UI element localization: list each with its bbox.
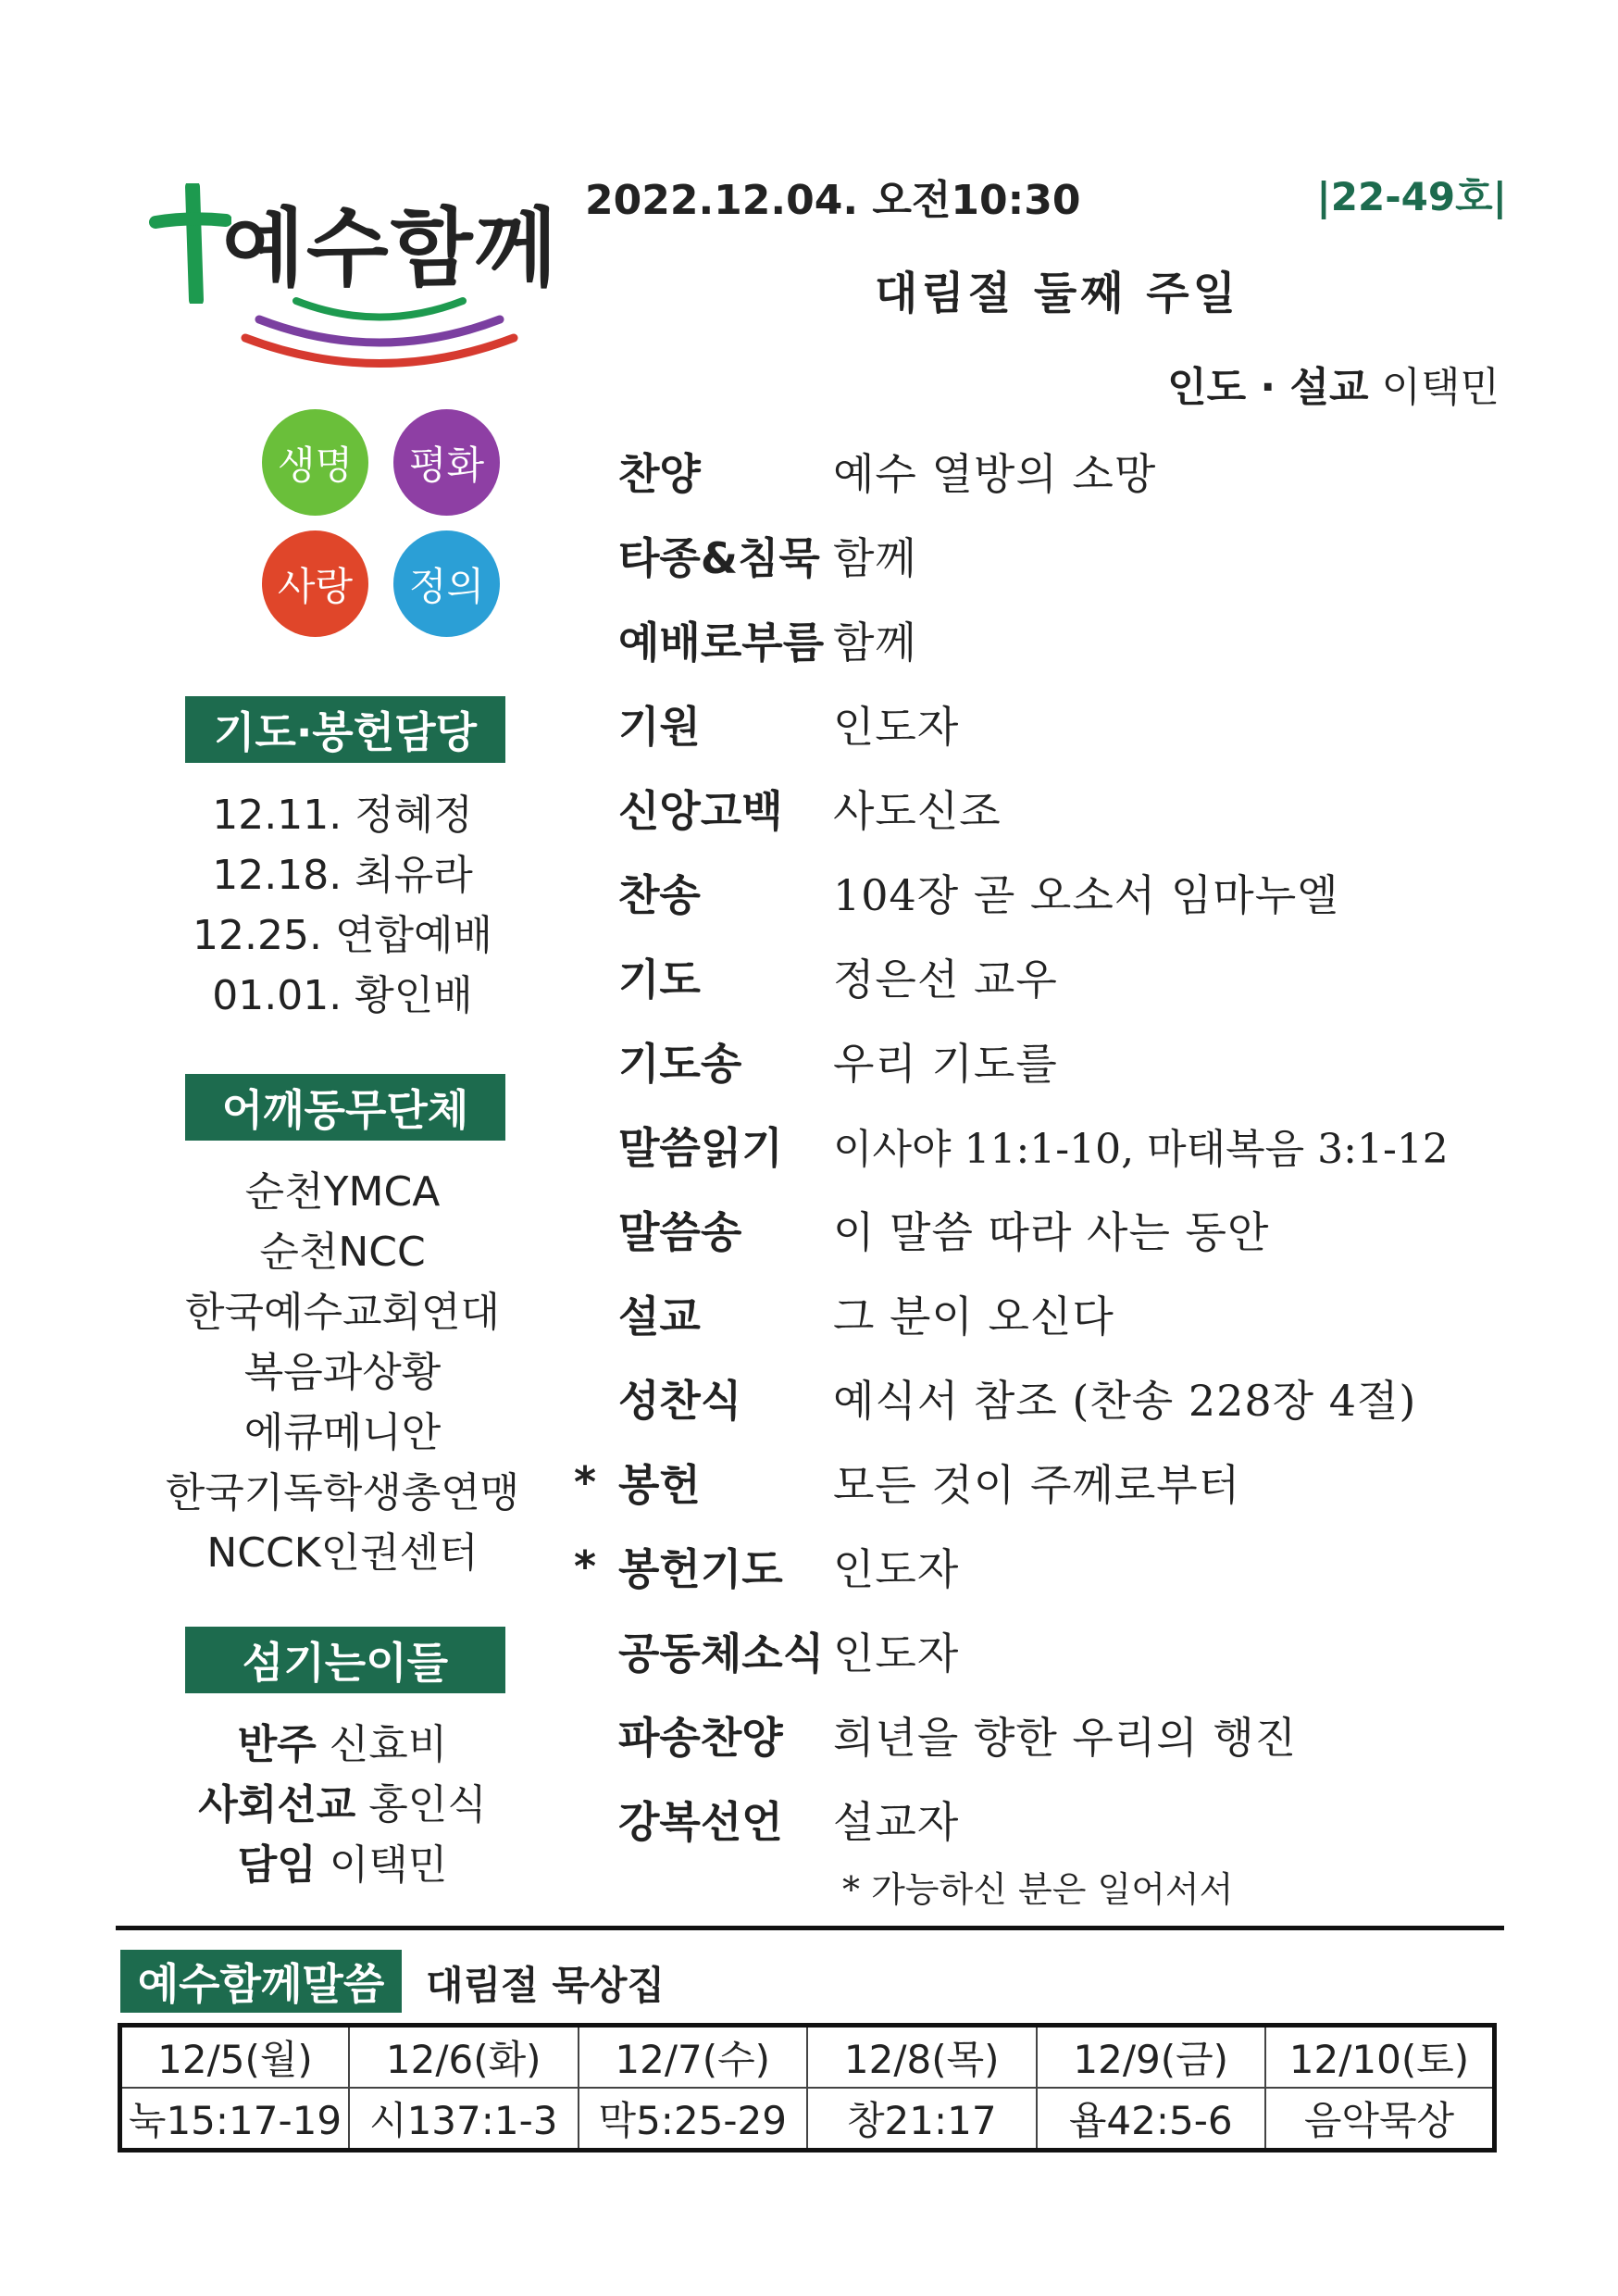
order-row — [574, 429, 1509, 513]
list-item — [148, 1775, 537, 1835]
prayer-duty-heading: 기도·봉헌담당 — [185, 696, 505, 763]
devotional-subtitle: 대림절 묵상집 — [426, 1963, 666, 2008]
list-item: NCCK인권센터 — [206, 1529, 479, 1577]
order-item: 타종&침묵 — [618, 532, 820, 583]
table-row — [120, 2088, 1495, 2151]
table-cell-reading: 시137:1-3 — [349, 2088, 579, 2151]
list-item — [148, 1835, 537, 1895]
order-content: 인도자 — [833, 1543, 960, 1594]
order-content: 함께 — [833, 532, 917, 583]
table-cell-day: 12/5(월) — [120, 2026, 350, 2089]
order-row — [574, 1692, 1509, 1777]
person-name: 신효비 — [329, 1721, 448, 1768]
cross-icon — [148, 183, 231, 304]
table-cell-day: 12/8(목) — [807, 2026, 1037, 2089]
order-of-worship — [574, 429, 1509, 1861]
order-content: 이 말씀 따라 사는 동안 — [833, 1206, 1270, 1257]
order-row — [574, 1608, 1509, 1692]
order-item: 말씀송 — [618, 1206, 742, 1257]
table-cell-reading: 음악묵상 — [1265, 2088, 1495, 2151]
table-cell-reading: 창21:17 — [807, 2088, 1037, 2151]
person-name: 이택민 — [329, 1841, 448, 1889]
circle-label: 사랑 — [277, 563, 354, 609]
order-content: 함께 — [833, 617, 917, 668]
table-cell-reading: 막5:25-29 — [579, 2088, 808, 2151]
circle-label: 정의 — [408, 563, 485, 609]
table-cell-day: 12/9(금) — [1037, 2026, 1266, 2089]
table-row — [120, 2026, 1495, 2089]
servants-heading: 섬기는이들 — [185, 1627, 505, 1693]
order-content: 인도자 — [833, 701, 960, 752]
table-cell-reading: 욥42:5-6 — [1037, 2088, 1266, 2151]
role-label: 반주 — [237, 1721, 317, 1768]
order-content: 예수 열방의 소망 — [833, 448, 1157, 499]
circle-label: 평화 — [408, 442, 485, 488]
order-item: 봉헌 — [618, 1459, 701, 1510]
order-item: 봉헌기도 — [618, 1543, 783, 1594]
order-item: 찬송 — [618, 869, 701, 920]
order-row — [574, 934, 1509, 1018]
standing-note: * 가능하신 분은 일어서서 — [842, 1869, 1234, 1910]
order-row — [574, 681, 1509, 766]
order-item: 파송찬양 — [618, 1712, 783, 1763]
partners-list — [148, 1162, 537, 1583]
order-row — [574, 513, 1509, 597]
order-item: 찬양 — [618, 448, 701, 499]
order-row — [574, 1524, 1509, 1608]
list-item: 복음과상황 — [243, 1349, 442, 1396]
order-item: 공동체소식 — [618, 1628, 825, 1678]
order-content: 이사야 11:1-10, 마태복음 3:1-12 — [833, 1125, 1449, 1173]
leader-role: 인도 · 설교 — [1167, 364, 1369, 411]
order-content: 희년을 향한 우리의 행진 — [833, 1712, 1298, 1763]
order-item: 예배로부름 — [618, 617, 825, 668]
person-name: 홍인식 — [368, 1781, 487, 1828]
order-item: 강복선언 — [618, 1796, 783, 1847]
order-item: 기도 — [618, 954, 701, 1004]
order-item: 성찬식 — [618, 1375, 742, 1426]
partners-heading: 어깨동무단체 — [185, 1074, 505, 1141]
list-item: 순천NCC — [259, 1229, 426, 1276]
list-item: 12.25. 연합예배 — [193, 912, 492, 959]
list-item: 12.11. 정혜정 — [212, 792, 473, 839]
standing-mark: * — [574, 1541, 597, 1591]
devotional-heading: 예수함께말씀 — [120, 1950, 402, 2013]
role-label: 사회선교 — [198, 1781, 356, 1828]
prayer-duty-list — [148, 785, 537, 1026]
list-item: 에큐메니안 — [243, 1409, 442, 1456]
list-item: 한국기독학생총연맹 — [165, 1469, 520, 1516]
order-content: 모든 것이 주께로부터 — [833, 1459, 1241, 1510]
order-item: 말씀읽기 — [618, 1122, 783, 1173]
order-item: 기도송 — [618, 1038, 742, 1089]
circle-justice — [393, 530, 500, 637]
page-title: 대림절 둘째 주일 — [875, 268, 1239, 319]
order-item: 신앙고백 — [618, 785, 783, 836]
issue-number: |22-49호| — [1316, 174, 1507, 219]
devotional-table — [118, 2023, 1497, 2152]
leader-name: 이택민 — [1381, 364, 1500, 411]
circle-life — [262, 409, 368, 516]
order-row — [574, 766, 1509, 850]
table-cell-day: 12/10(토) — [1265, 2026, 1495, 2089]
list-item: 순천YMCA — [244, 1168, 441, 1216]
order-item: 설교 — [618, 1291, 701, 1341]
logo-arcs — [236, 287, 523, 370]
order-content: 인도자 — [833, 1628, 960, 1678]
table-cell-day: 12/6(화) — [349, 2026, 579, 2089]
order-content: 사도신조 — [833, 785, 1002, 836]
order-row — [574, 850, 1509, 934]
leader-line — [1111, 354, 1500, 413]
list-item: 12.18. 최유라 — [212, 852, 473, 899]
order-content: 104장 곧 오소서 임마누엘 — [833, 869, 1339, 920]
service-date: 2022.12.04. 오전10:30 — [585, 177, 1081, 224]
order-row — [574, 1271, 1509, 1355]
order-content: 설교자 — [833, 1796, 960, 1847]
list-item — [148, 1715, 537, 1775]
order-row — [574, 1018, 1509, 1103]
order-row — [574, 1355, 1509, 1440]
list-item: 01.01. 황인배 — [212, 972, 473, 1019]
order-row — [574, 597, 1509, 681]
order-item: 기원 — [618, 701, 701, 752]
table-cell-reading: 눅15:17-19 — [120, 2088, 350, 2151]
circle-peace — [393, 409, 500, 516]
role-label: 담임 — [237, 1841, 317, 1889]
order-content: 우리 기도를 — [833, 1038, 1058, 1089]
divider — [116, 1926, 1504, 1930]
order-content: 예식서 참조 (찬송 228장 4절) — [833, 1375, 1417, 1426]
logo-text: 예수함께 — [222, 199, 559, 298]
circle-love — [262, 530, 368, 637]
servants-list — [148, 1715, 537, 1895]
order-content: 정은선 교우 — [833, 954, 1058, 1004]
order-content: 그 분이 오신다 — [833, 1291, 1114, 1341]
list-item: 한국예수교회연대 — [184, 1289, 501, 1336]
standing-mark: * — [574, 1456, 597, 1507]
order-row — [574, 1187, 1509, 1271]
order-row — [574, 1440, 1509, 1524]
order-row — [574, 1103, 1509, 1187]
circle-label: 생명 — [277, 442, 354, 488]
order-row — [574, 1777, 1509, 1861]
table-cell-day: 12/7(수) — [579, 2026, 808, 2089]
